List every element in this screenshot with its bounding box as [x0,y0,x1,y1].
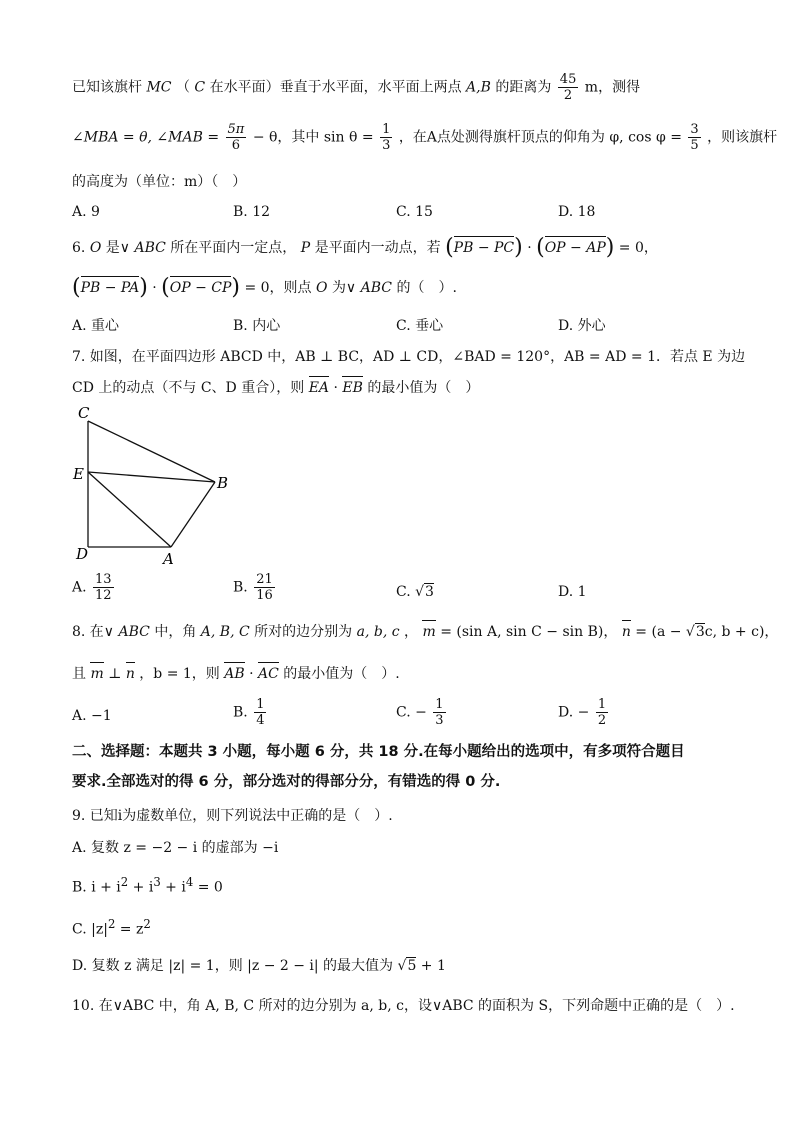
q7-option-c[interactable] [396,582,434,602]
fraction-numerator: 1 [382,122,391,137]
q5-angles: ∠MBA = θ, ∠MAB = [72,129,220,146]
fraction-numerator: 3 [690,122,699,137]
q6-option-b[interactable]: B. 内心 [233,318,281,334]
fraction-numerator: 1 [256,697,265,712]
q8-text5: 的最小值为（ ）. [283,666,400,682]
q9-option-c[interactable] [72,914,151,940]
q8-vector-n2: n [125,666,135,682]
q7-text2: 的最小值为（ ） [367,380,480,396]
option-letter: A. [72,579,87,596]
q7-dot: · [333,380,338,396]
q8-vector-ab: AB [224,666,245,682]
fraction-denominator: 4 [256,713,265,728]
q7-option-a[interactable] [72,572,116,603]
fraction-numerator: 21 [256,572,273,587]
q8-vector-n: n [621,624,631,640]
q6-vector-expr2: OP − AP [544,240,606,256]
q5-sin-text: − θ，其中 sin θ = [252,129,374,146]
q6-text6: 的（ ）. [396,280,457,296]
segment-ea [88,472,171,547]
q7-quadrilateral-figure [70,404,240,568]
sqrt-radicand: 5 [407,958,417,974]
q6-dot: · [527,240,532,256]
sqrt-sign: √ [397,958,407,974]
q6-dot2: · [152,280,157,296]
q7-vector-eb: EB [342,380,363,396]
sqrt-sign: √ [685,624,695,640]
label-b: B [217,474,229,492]
fraction-denominator: 2 [597,713,607,728]
q9-option-d[interactable] [72,956,446,976]
q6-vector-expr1: PB − PC [453,240,515,256]
option-letter: C. − [396,704,427,721]
q6-option-d[interactable]: D. 外心 [558,318,606,334]
q8-option-c-fraction [433,697,445,728]
fraction-denominator: 16 [256,588,273,603]
q6-point-o2: O [316,280,328,296]
q10-stem: 10. 在∨ABC 中，角 A, B, C 所对的边分别为 a, b, c，设∨ABC 的面积为 S，下列命题中正确的是（ ）. [72,998,735,1014]
q8-comma: ， [404,624,419,640]
q8-line1 [72,622,778,642]
expr-part: + 1 [416,958,446,974]
q5-text4: m，测得 [584,79,641,96]
q5-line1 [72,72,640,103]
q5-option-c[interactable]: C. 15 [396,204,433,220]
q9-stem: 9. 已知i为虚数单位，则下列说法中正确的是（ ）. [72,808,393,824]
fraction-numerator: 13 [95,572,112,587]
q7-line2 [72,378,479,398]
q8-vector-ac: AC [258,666,279,682]
q7-line1: 7. 如图，在平面四边形 ABCD 中，AB ⊥ BC，AD ⊥ CD，∠BAD = 120°，AB = AD = 1．若点 E 为边 [72,349,746,365]
q8-number: 8. 在∨ [72,624,115,640]
q6-option-c[interactable]: C. 垂心 [396,318,444,334]
q8-vector-n-def2: c, b + c)， [704,624,779,640]
q5-text: 已知该旗杆 [72,79,142,96]
exponent: 2 [107,917,116,931]
q6-text: 是∨ [105,240,130,256]
q5-sin-fraction [380,122,392,153]
exponent: 3 [153,875,161,889]
q5-angle-fraction [226,122,247,153]
q8-vector-n-def: = (a − [635,624,686,640]
expr-part: D. 复数 z 满足 |z| = 1，则 |z − 2 − i| 的最大值为 [72,958,398,974]
q5-text3: 的距离为 [495,79,552,96]
q5-option-b[interactable]: B. 12 [233,204,271,220]
q8-sides: a, b, c [356,624,400,640]
q8-option-b-fraction [254,697,266,728]
q6-text5: 为∨ [331,280,357,296]
fraction-numerator: 5π [227,122,245,137]
label-d: D [76,545,89,563]
q8-line2 [72,664,400,684]
sqrt-radicand: 3 [425,584,434,600]
fraction-numerator: 45 [559,72,577,87]
q6-vector-expr4: OP − CP [169,280,232,296]
q6-line1: 6. O 是∨ ABC 所在平面内一定点， P 是平面内一动点，若 (PB − PC) · (OP − AP) = 0， [72,235,658,260]
q8-vector-m2: m [90,666,104,682]
q8-option-d[interactable] [558,697,610,728]
q5-cos-fraction [688,122,700,153]
q8-text2: 所对的边分别为 [254,624,357,640]
expr-part: + i [160,879,186,896]
fraction-numerator: 1 [435,697,444,712]
fraction-denominator: 3 [382,138,391,153]
q8-vector-m: m [422,624,436,640]
q8-text3: 且 [72,666,86,682]
q5-text5: ，则该旗杆 [707,129,778,146]
section2-heading-line1: 二、选择题：本题共 3 小题，每小题 6 分，共 18 分.在每小题给出的选项中，有多项符合题目 [72,744,685,760]
expr-part: = z [115,921,144,938]
q6-triangle2: ABC [360,280,393,296]
q5-cos-text: ，在A点处测得旗杆顶点的仰角为 φ, cos φ = [398,129,682,146]
fraction-denominator: 5 [690,138,699,153]
exponent: 2 [120,875,129,889]
q5-line3: 的高度为（单位：m）（ ） [72,174,247,190]
q7-vector-ea: EA [308,380,330,396]
q7-option-d[interactable]: D. 1 [558,584,587,600]
q6-text3: 是平面内一动点，若 [314,240,441,256]
option-letter: C. [396,584,411,600]
q6-triangle: ABC [134,240,166,256]
q8-option-c[interactable] [396,697,448,728]
q8-triangle: ABC [118,624,150,640]
q7-option-b-fraction [254,572,275,603]
q8-text: 中，角 [154,624,201,640]
label-a: A [163,550,174,568]
q5-option-d[interactable]: D. 18 [558,204,596,220]
sqrt-sign: √ [415,584,425,600]
q9-option-b[interactable] [72,872,223,898]
q8-vector-m-def: = (sin A, sin C − sin B)， [440,624,618,640]
label-c: C [78,404,90,422]
expr-part: C. |z| [72,921,108,938]
exponent: 2 [143,917,151,931]
section2-heading-line2: 要求.全部选对的得 6 分，部分选对的得部分分，有错选的得 0 分. [72,774,501,790]
expr-part: + i [128,879,154,896]
q5-line2 [72,122,777,153]
expr-part: = 0 [193,879,223,896]
q6-text2: 所在平面内一定点， [170,240,297,256]
q6-text4: = 0，则点 [244,280,312,296]
q6-point-o: O [89,240,102,256]
q8-option-d-fraction [596,697,608,728]
segment-ab [171,482,215,547]
q8-option-a[interactable]: A. −1 [72,708,112,724]
q6-vector-expr3: PB − PA [80,280,140,296]
q5-option-a[interactable]: A. 9 [72,204,100,220]
q8-angles: A, B, C [200,624,250,640]
q9-option-a[interactable]: A. 复数 z = −2 − i 的虚部为 −i [72,840,279,856]
fraction-denominator: 2 [563,88,573,103]
sqrt-radicand: 3 [695,624,705,640]
q6-option-a[interactable]: A. 重心 [72,318,120,334]
q8-perp: ⊥ [108,666,126,682]
option-letter: B. [233,579,248,596]
q8-dot: · [249,666,259,682]
q6-point-p: P [300,240,311,256]
q7-option-a-fraction [93,572,114,603]
exponent: 4 [185,875,194,889]
option-letter: B. [233,704,248,721]
q5-text2: 在水平面）垂直于水平面，水平面上两点 [209,79,467,96]
q8-option-b[interactable] [233,697,268,728]
q6-line2: (PB − PA) · (OP − CP) = 0，则点 O 为∨ ABC 的（ ）. [72,275,457,300]
q8-text4: ，b = 1，则 [139,666,220,682]
option-letter: D. − [558,704,590,721]
q5-paren: （ [175,79,190,96]
q5-distance-fraction [558,72,579,103]
expr-part: B. i + i [72,879,121,896]
q5-points-ab: A,B [466,79,491,96]
q5-point-c: C [194,79,206,96]
q6-number: 6. [72,240,90,256]
q7-text: CD 上的动点（不与 C、D 重合），则 [72,380,305,396]
label-e: E [73,465,84,483]
fraction-numerator: 1 [597,697,607,712]
q7-option-b[interactable] [233,572,277,603]
fraction-denominator: 3 [435,713,444,728]
q6-equals: = 0， [618,240,658,256]
fraction-denominator: 6 [231,138,241,153]
q5-pole: MC [146,79,172,96]
fraction-denominator: 12 [95,588,112,603]
